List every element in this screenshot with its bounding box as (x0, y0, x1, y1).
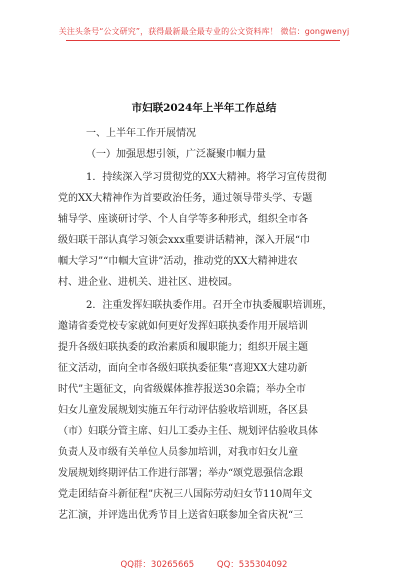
paragraph-line: 妇女儿童发展规划实施五年行动评估验收培训班，各区县 (58, 405, 308, 416)
subsection-heading: （一）加强思想引领，广泛凝聚巾帼力量 (86, 149, 266, 160)
paragraph-line: 艺汇演，并评选出优秀节目上送省妇联参加全省庆祝“三 (58, 510, 304, 521)
paragraph-line: 发展规划终期评估工作进行部署；举办“颂党恩强信念跟 (58, 468, 304, 479)
paragraph-line: 2．注重发挥妇联执委作用。召开全市执委履职培训班， (86, 300, 333, 311)
paragraph-line: 负责人及市级有关单位人员参加培训，对我市妇女儿童 (58, 447, 298, 458)
paragraph-line: 级妇联干部认真学习领会xxx重要讲话精神，深入开展“巾 (58, 235, 311, 246)
paragraph-line: 征文活动，面向全市各级妇联执委征集“喜迎XX大建功新 (58, 363, 308, 374)
document-title: 市妇联2024年上半年工作总结 (131, 102, 277, 114)
paragraph-line: 时代”主题征文，向省级媒体推荐报送30余篇；举办全市 (58, 384, 306, 395)
header-divider (66, 40, 340, 41)
paragraph-line: 帼大学习”“巾帼大宣讲”活动，推动党的XX大精神进农 (58, 256, 298, 267)
footer-qq-group: QQ群：30265665 (120, 560, 195, 570)
paragraph-line: 党走团结奋斗新征程”庆祝三八国际劳动妇女节110周年文 (58, 489, 313, 500)
footer-qq: QQ：535304092 (216, 560, 288, 570)
section-heading: 一、上半年工作开展情况 (86, 128, 196, 139)
paragraph-line: 党的XX大精神作为首要政治任务，通过领导带头学、专题 (58, 193, 313, 204)
header-banner: 关注头条号“公文研究”，获得最新最全最专业的公文资料库！ 微信：gongwenyj (58, 27, 350, 36)
paragraph-line: 1．持续深入学习贯彻党的XX大精神。将学习宣传贯彻 (86, 172, 327, 183)
paragraph-line: （市）妇联分管主席、妇儿工委办主任、规划评估验收具体 (58, 426, 318, 437)
paragraph-line: 辅导学、座谈研讨学、个人自学等多种形式，组织全市各 (58, 214, 308, 225)
paragraph-line: 提升各级妇联执委的政治素质和履职能力；组织开展主题 (58, 342, 308, 353)
paragraph-line: 村、进企业、进机关、进社区、进校园。 (58, 277, 238, 288)
footer-contact (0, 558, 408, 570)
paragraph-line: 邀请省委党校专家就如何更好发挥妇联执委作用开展培训 (58, 321, 308, 332)
